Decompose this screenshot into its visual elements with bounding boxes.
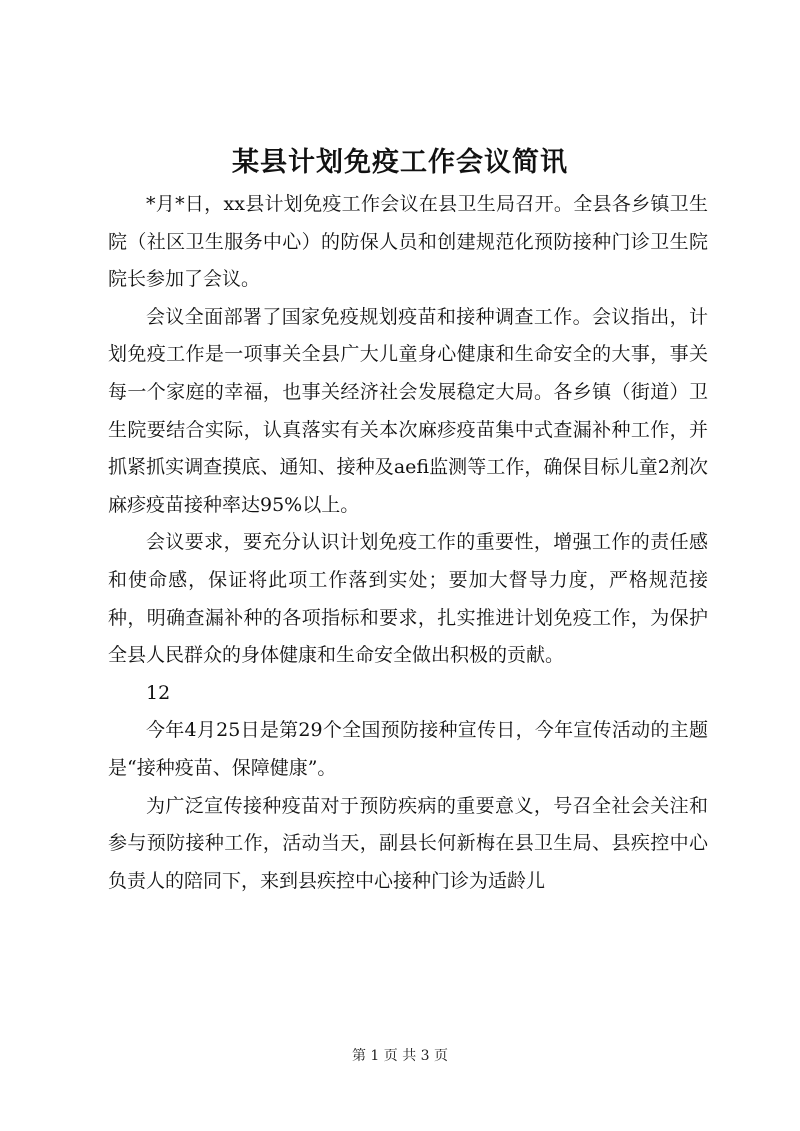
paragraph-meeting-intro: *月*日，xx县计划免疫工作会议在县卫生局召开。全县各乡镇卫生院（社区卫生服务中心）的防保人员和创建规范化预防接种门诊卫生院院长参加了会议。 (108, 193, 708, 291)
paragraph-meeting-deployment: 会议全面部署了国家免疫规划疫苗和接种调查工作。会议指出，计划免疫工作是一项事关全县广大儿童身心健康和生命安全的大事，事关每一个家庭的幸福，也事关经济社会发展稳定大局。各乡镇（街道）卫生院要结合实际，认真落实有关本次麻疹疫苗集中式查漏补种工作，并抓紧抓实调查摸底、通知、接种及aefi监测等工作，确保目标儿童2剂次麻疹疫苗接种率达95%以上。 (108, 305, 708, 516)
paragraph-vaccination-activity: 为广泛宣传接种疫苗对于预防疾病的重要意义，号召全社会关注和参与预防接种工作，活动当天，副县长何新梅在县卫生局、县疾控中心负责人的陪同下，来到县疾控中心接种门诊为适龄儿 (108, 794, 708, 892)
paragraph-vaccination-day: 今年4月25日是第29个全国预防接种宣传日，今年宣传活动的主题是“接种疫苗、保障健康”。 (108, 719, 708, 779)
document-body (108, 186, 708, 900)
page-footer: 第 1 页 共 3 页 (351, 1048, 449, 1064)
document-title: 某县计划免疫工作会议简讯 (232, 147, 568, 178)
paragraph-meeting-requirements: 会议要求，要充分认识计划免疫工作的重要性，增强工作的责任感和使命感，保证将此项工作落到实处；要加大督导力度，严格规范接种，明确查漏补种的各项指标和要求，扎实推进计划免疫工作，为保护全县人民群众的身体健康和生命安全做出积极的贡献。 (108, 531, 708, 667)
paragraph-number: 12 (146, 681, 171, 704)
